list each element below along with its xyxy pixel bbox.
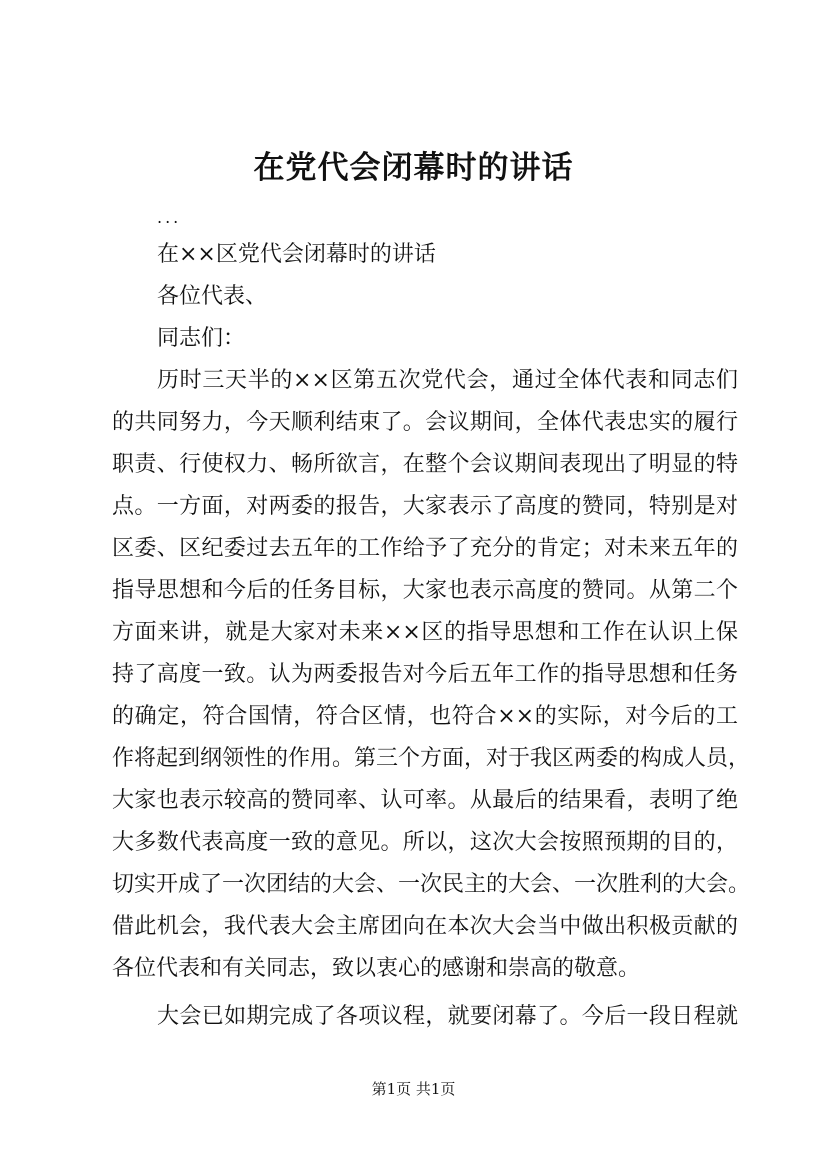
paragraph-line: 区委、区纪委过去五年的工作给予了充分的肯定；对未来五年的 [112,536,738,561]
salutation-line-2: 同志们： [157,326,246,351]
paragraph-line: 的确定，符合国情，符合区情，也符合××的实际，对今后的工 [112,704,738,729]
paragraph-line: 历时三天半的××区第五次党代会，通过全体代表和同志们 [157,368,738,393]
paragraph-line: 持了高度一致。认为两委报告对今后五年工作的指导思想和任务 [112,662,738,687]
document-title: 在党代会闭幕时的讲话 [253,150,574,186]
paragraph-line: 各位代表和有关同志，致以衷心的感谢和崇高的敬意。 [112,956,641,981]
speech-subtitle: 在××区党代会闭幕时的讲话 [157,242,436,267]
paragraph-line: 的共同努力，今天顺利结束了。会议期间，全体代表忠实的履行 [112,410,738,435]
paragraph-line: 大会已如期完成了各项议程，就要闭幕了。今后一段日程就 [157,1004,738,1029]
paragraph-line: 职责、行使权力、畅所欲言，在整个会议期间表现出了明显的特 [112,452,738,477]
salutation-line-1: 各位代表、 [157,284,268,309]
paragraph-line: 大多数代表高度一致的意见。所以，这次大会按照预期的目的， [112,830,738,855]
paragraph-line: 点。一方面，对两委的报告，大家表示了高度的赞同，特别是对 [112,494,738,519]
paragraph-line: 方面来讲，就是大家对未来××区的指导思想和工作在认识上保 [112,620,738,645]
ellipsis-text: ... [157,208,182,227]
paragraph-line: 借此机会，我代表大会主席团向在本次大会当中做出积极贡献的 [112,914,738,939]
page-number-footer: 第1页 共1页 [371,1080,456,1098]
paragraph-line: 切实开成了一次团结的大会、一次民主的大会、一次胜利的大会。 [112,872,751,897]
paragraph-line: 指导思想和今后的任务目标，大家也表示高度的赞同。从第二个 [112,578,738,603]
paragraph-line: 大家也表示较高的赞同率、认可率。从最后的结果看，表明了绝 [112,788,738,813]
paragraph-line: 作将起到纲领性的作用。第三个方面，对于我区两委的构成人员， [112,746,751,771]
